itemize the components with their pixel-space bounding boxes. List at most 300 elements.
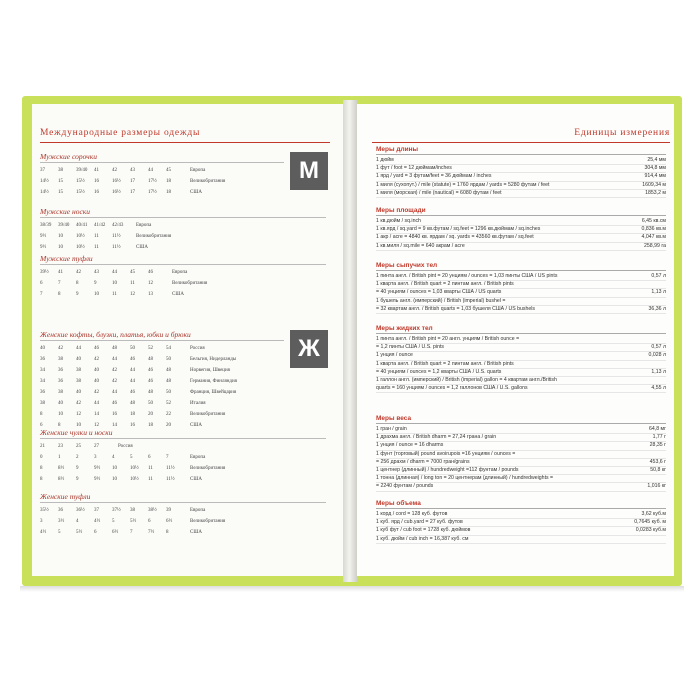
size-cell: 40 (40, 346, 45, 351)
left-page-title: Международные размеры одежды (40, 128, 201, 138)
badge-men-m: М (290, 152, 328, 190)
size-cell: 13 (148, 292, 153, 297)
size-cell: 45 (130, 270, 135, 275)
units-row-value: 258,99 га (644, 242, 666, 249)
size-cell: 10½ (76, 245, 85, 250)
units-row (376, 157, 666, 165)
size-cell: 40 (94, 379, 99, 384)
size-table-row (40, 379, 237, 384)
units-row (376, 475, 666, 483)
units-row-text: = 40 унциям / ounces = 1,03 кварты США / US quarts (376, 289, 502, 296)
units-section-heading: Меры веса (376, 415, 666, 424)
units-row-text: 1 пинта англ. / British pint = 20 англ. унциям / British ounce = (376, 336, 520, 342)
units-row-text: 1 ярд / yard = 3 футам/feet = 36 дюймам / inches (376, 173, 492, 180)
size-cell: 7½ (148, 530, 155, 535)
units-row-text: = 40 унциям / ounces = 1,2 кварты США / U.S. quarts (376, 368, 502, 375)
size-cell: 11 (94, 245, 99, 250)
units-section (376, 500, 666, 544)
units-row-value: 453,6 г (649, 458, 666, 465)
size-cell: 15 (58, 179, 63, 184)
units-row (376, 442, 666, 450)
size-cell: 44 (76, 346, 81, 351)
size-cell: 34 (40, 379, 45, 384)
size-cell: 22 (166, 412, 171, 417)
units-row (376, 173, 666, 181)
size-cell: 10 (112, 466, 117, 471)
size-region-label: Италия (190, 401, 206, 406)
units-row (376, 234, 666, 242)
units-row-value: 1853,2 м (645, 189, 666, 196)
size-cell: 4½ (94, 519, 101, 524)
size-cell: 36 (58, 379, 63, 384)
size-cell: 20 (148, 412, 153, 417)
units-row-text: 1 миля (морская) / mile (nautical) = 6080 футам / feet (376, 189, 502, 196)
size-cell: 35½ (40, 508, 49, 513)
size-cell: 37 (94, 508, 99, 513)
size-region-label: Великобритания (190, 179, 226, 184)
size-cell: 15 (58, 190, 63, 195)
size-region-label: Великобритания (190, 412, 226, 417)
size-table-row (40, 190, 202, 195)
size-region-label: Бельгия, Нидерланды (190, 357, 237, 362)
units-row-text: quarts = 160 унциям / ounces = 1,2 галлонов США / U.S. gallons (376, 385, 528, 392)
units-section (376, 146, 666, 198)
units-row (376, 377, 666, 385)
units-row-value: 64,8 мг (649, 426, 666, 432)
size-cell: 12 (130, 292, 135, 297)
size-region-label: Европа (190, 455, 206, 460)
units-section-heading: Меры площади (376, 207, 666, 216)
left-section-rule (40, 162, 284, 163)
size-cell: 39/40 (58, 223, 70, 228)
size-cell: 6 (40, 281, 43, 286)
size-cell: 46 (130, 357, 135, 362)
size-cell: 6½ (166, 519, 173, 524)
size-cell: 38/39 (40, 223, 52, 228)
size-cell: 21 (40, 444, 45, 449)
size-cell: 6 (148, 519, 151, 524)
size-cell: 46 (112, 401, 117, 406)
left-section-heading: Женские туфли (40, 492, 91, 501)
size-region-label: США (136, 245, 148, 250)
units-row (376, 218, 666, 226)
units-row (376, 426, 666, 434)
size-region-label: Европа (136, 223, 152, 228)
size-region-label: Великобритания (136, 234, 172, 239)
size-cell: 8 (166, 530, 169, 535)
size-cell: 27 (94, 444, 99, 449)
size-cell: 44 (112, 390, 117, 395)
size-cell: 0 (40, 455, 43, 460)
size-region-label: Норвегия, Швеция (190, 368, 230, 373)
size-cell: 9½ (94, 477, 101, 482)
size-table-row (40, 455, 205, 460)
size-cell: 5½ (130, 519, 137, 524)
units-row-text: 1 бушель англ. (имперский) / British (imperial) bushel = (376, 297, 506, 304)
size-cell: 8 (76, 281, 79, 286)
size-cell: 10 (76, 423, 81, 428)
units-row-value: 1,016 кг (647, 483, 666, 490)
size-cell: 38 (40, 401, 45, 406)
size-cell: 48 (166, 368, 171, 373)
size-cell: 18 (148, 423, 153, 428)
size-cell: 41/42 (94, 223, 106, 228)
units-row-text: 1 центнер (длинный) / hundredweight =112 фунтам / pounds (376, 467, 519, 474)
size-cell: 11 (112, 292, 117, 297)
size-cell: 16 (94, 190, 99, 195)
size-cell: 38 (130, 508, 135, 513)
units-row-text: 1 гран / grain (376, 426, 407, 432)
size-region-label: Европа (190, 168, 206, 173)
size-cell: 16½ (112, 190, 121, 195)
size-cell: 9 (94, 281, 97, 286)
size-table-row (40, 270, 187, 275)
size-cell: 14½ (40, 179, 49, 184)
units-row-value: 0,028 л (648, 352, 666, 359)
book-spine (343, 100, 357, 582)
size-cell: 9½ (94, 466, 101, 471)
units-row (376, 483, 666, 491)
size-cell: 50 (148, 401, 153, 406)
badge-women-zh: Ж (290, 330, 328, 368)
size-cell: 41 (94, 168, 99, 173)
units-row-text: 1 кв.дюйм / sq.inch (376, 218, 421, 224)
units-section (376, 325, 666, 393)
size-cell: 10½ (130, 466, 139, 471)
left-section-rule (40, 340, 284, 341)
units-row (376, 467, 666, 475)
size-table-row (40, 477, 202, 482)
size-region-label: Европа (190, 508, 206, 513)
size-cell: 6½ (112, 530, 119, 535)
size-cell: 4 (112, 455, 115, 460)
size-region-label: США (190, 190, 202, 195)
units-row (376, 511, 666, 519)
size-region-label: Великобритания (172, 281, 208, 286)
size-cell: 36 (58, 368, 63, 373)
units-row (376, 385, 666, 393)
units-row-value: 0,7645 куб. м (634, 519, 666, 526)
size-cell: 4½ (40, 530, 47, 535)
left-section-rule (40, 264, 326, 265)
size-cell: 11 (148, 477, 153, 482)
size-cell: 11 (94, 234, 99, 239)
left-title-rule (40, 142, 330, 143)
size-cell: 16 (112, 412, 117, 417)
size-region-label: Европа (172, 270, 188, 275)
size-cell: 48 (112, 346, 117, 351)
units-row-value: 36,36 л (648, 305, 666, 312)
size-region-label: Россия (190, 346, 205, 351)
size-cell: 42 (112, 168, 117, 173)
size-cell: 3 (94, 455, 97, 460)
size-cell: 40 (94, 368, 99, 373)
size-cell: 44 (94, 401, 99, 406)
size-cell: 46 (148, 270, 153, 275)
size-cell: 10 (58, 245, 63, 250)
units-row-text: 1 пинта англ. / British pint = 20 унциям / ounces = 1,03 пинты США / US pints (376, 273, 558, 279)
size-cell: 8 (40, 466, 43, 471)
size-cell: 8 (58, 423, 61, 428)
size-cell: 36½ (76, 508, 85, 513)
size-cell: 38 (76, 368, 81, 373)
units-row (376, 527, 666, 535)
size-cell: 44 (112, 357, 117, 362)
size-cell: 5½ (76, 530, 83, 535)
units-row-value: 3,62 куб.м (641, 511, 666, 517)
size-cell: 6 (94, 530, 97, 535)
size-cell: 7 (40, 292, 43, 297)
size-cell: 10 (112, 477, 117, 482)
units-row-value: 0,57 л (651, 344, 666, 351)
units-row-text: 1 кварта англ. / British quart = 2 пинтам англ. / British pints (376, 360, 514, 367)
size-cell: 16 (130, 423, 135, 428)
size-table-row (40, 179, 225, 184)
size-cell: 42 (112, 368, 117, 373)
size-cell: 9 (76, 292, 79, 297)
units-row (376, 352, 666, 360)
size-table-row (40, 466, 225, 471)
size-cell: 50 (166, 357, 171, 362)
size-region-label: Великобритания (190, 519, 226, 524)
size-cell: 8 (58, 292, 61, 297)
size-table-row (40, 368, 230, 373)
size-cell: 46 (148, 368, 153, 373)
size-table-row (40, 401, 206, 406)
units-row (376, 336, 666, 344)
units-row-value: 6,45 кв.см (641, 218, 666, 224)
size-cell: 14½ (40, 190, 49, 195)
size-cell: 15½ (76, 179, 85, 184)
size-table-row (40, 357, 236, 362)
units-row-text: 1 акр / acre = 4840 кв. ярдам / sq. yards = 43560 кв.футам / sq.feet (376, 234, 534, 241)
units-row (376, 434, 666, 442)
units-row-text: = 256 драхм / dharm = 7000 гран/grains (376, 458, 470, 465)
units-row (376, 182, 666, 190)
size-cell: 8½ (58, 466, 65, 471)
units-row-value: 25,4 мм (647, 157, 666, 163)
left-section-rule (40, 438, 326, 439)
size-cell: 9½ (40, 234, 47, 239)
units-row-value: 0,836 кв.м (641, 226, 666, 233)
size-cell: 44 (130, 368, 135, 373)
size-cell: 40 (76, 357, 81, 362)
size-cell: 4 (76, 519, 79, 524)
size-cell: 42 (112, 379, 117, 384)
units-row-text: 1 кв.ярд / sq.yard = 9 кв.футам / sq.feet = 1296 кв.дюймам / sq.inches (376, 226, 541, 233)
units-row (376, 226, 666, 234)
size-table-row (40, 346, 205, 351)
units-row-value: 1,13 л (651, 368, 666, 375)
units-row-text: 1 корд / cord = 128 куб. футов (376, 511, 448, 517)
units-row-text: 1 фут / foot = 12 дюймам/inches (376, 165, 452, 172)
size-cell: 11 (148, 466, 153, 471)
units-row (376, 459, 666, 467)
units-row-value: 4,55 л (651, 385, 666, 392)
units-row-text: 1 куб. дюйм / cub inch = 16,387 куб. см (376, 535, 469, 542)
units-row (376, 344, 666, 352)
size-cell: 38 (58, 390, 63, 395)
size-cell: 42 (76, 401, 81, 406)
size-cell: 16 (94, 179, 99, 184)
size-cell: 20 (166, 423, 171, 428)
size-cell: 25 (76, 444, 81, 449)
left-section-heading: Мужские сорочки (40, 152, 98, 161)
size-cell: 38 (58, 357, 63, 362)
size-cell: 8 (40, 477, 43, 482)
units-row-text: 1 кв.миля / sq.mile = 640 акрам / acre (376, 242, 465, 249)
size-cell: 10½ (76, 234, 85, 239)
size-cell: 46 (148, 379, 153, 384)
units-row-text: 1 кварта англ. / British quart = 2 пинтам англ. / British pints (376, 281, 514, 288)
size-cell: 14 (94, 412, 99, 417)
size-cell: 5 (58, 530, 61, 535)
size-cell: 43 (130, 168, 135, 173)
units-row (376, 536, 666, 544)
size-cell: 46 (130, 390, 135, 395)
size-cell: 11 (130, 281, 135, 286)
size-cell: 6 (148, 455, 151, 460)
units-row-value: 4,047 кв.м (641, 234, 666, 241)
size-cell: 8½ (58, 477, 65, 482)
units-row (376, 281, 666, 289)
units-section (376, 262, 666, 314)
units-row-text: 1 куб. ярд / cub.yard = 27 куб. футов (376, 519, 463, 526)
units-section (376, 207, 666, 251)
units-row (376, 273, 666, 281)
size-cell: 40 (76, 390, 81, 395)
left-section-heading: Женские чулки и носки (40, 428, 113, 437)
units-row (376, 369, 666, 377)
size-cell: 15½ (76, 190, 85, 195)
size-cell: 50 (166, 390, 171, 395)
units-section-heading: Меры длины (376, 146, 666, 155)
size-cell: 48 (130, 401, 135, 406)
size-cell: 38 (58, 168, 63, 173)
size-cell: 14 (112, 423, 117, 428)
units-row-value: 50,8 кг (650, 467, 666, 474)
size-region-label: Великобритания (190, 466, 226, 471)
size-cell: 9½ (40, 245, 47, 250)
size-region-label: США (190, 423, 202, 428)
size-cell: 12 (148, 281, 153, 286)
size-cell: 23 (58, 444, 63, 449)
size-cell: 52 (148, 346, 153, 351)
book-shadow (20, 586, 684, 592)
left-section-heading: Мужские туфли (40, 254, 93, 263)
size-table-row (40, 530, 202, 535)
size-cell: 16½ (112, 179, 121, 184)
units-row-value: 0,0283 куб.м (635, 527, 666, 534)
size-cell: 42 (94, 390, 99, 395)
units-row-text: = 1,2 пинты США / U.S. pints (376, 344, 445, 351)
size-cell: 17½ (148, 179, 157, 184)
size-cell: 36 (58, 508, 63, 513)
size-cell: 11½ (112, 234, 121, 239)
units-row-text: = 32 квартам англ. / British quarts = 1,03 бушеля США / US bushels (376, 305, 535, 312)
units-row (376, 243, 666, 251)
size-region-label: Россия (118, 444, 133, 449)
size-table-row (40, 412, 225, 417)
size-cell: 41 (58, 270, 63, 275)
units-row-text: 1 тонна (длинная) / long ton = 20 центнерам (длинный) / hundredweights = (376, 475, 554, 482)
units-row-value: 1,77 г (652, 434, 666, 441)
size-cell: 7 (58, 281, 61, 286)
units-row (376, 361, 666, 369)
units-row (376, 451, 666, 459)
units-row-text: 1 драхма англ. / British dharm = 27,24 грана / grain (376, 434, 497, 441)
size-cell: 11½ (166, 477, 175, 482)
units-row (376, 289, 666, 297)
size-cell: 5 (130, 455, 133, 460)
size-cell: 3½ (58, 519, 65, 524)
size-cell: 7 (166, 455, 169, 460)
size-region-label: Франция, Швейцария (190, 390, 237, 395)
size-cell: 9 (76, 477, 79, 482)
size-table-row (40, 281, 207, 286)
size-cell: 8 (40, 412, 43, 417)
size-cell: 42 (76, 270, 81, 275)
size-cell: 39/40 (76, 168, 88, 173)
units-row-text: 1 галлон англ. (имперский) / British (imperial) gallon = 4 квартам англ./British (376, 377, 557, 384)
size-region-label: Германия, Финляндия (190, 379, 237, 384)
size-cell: 17 (130, 179, 135, 184)
size-cell: 5 (112, 519, 115, 524)
units-row-value: 28,35 г (649, 442, 666, 449)
size-cell: 39 (166, 508, 171, 513)
size-cell: 18 (130, 412, 135, 417)
size-cell: 40/41 (76, 223, 88, 228)
size-cell: 40 (58, 401, 63, 406)
size-cell: 12 (76, 412, 81, 417)
size-cell: 42/43 (112, 223, 124, 228)
right-title-rule (372, 142, 670, 143)
units-row (376, 298, 666, 306)
size-cell: 50 (130, 346, 135, 351)
size-cell: 7 (130, 530, 133, 535)
size-cell: 2 (76, 455, 79, 460)
size-cell: 37 (40, 168, 45, 173)
size-cell: 43 (94, 270, 99, 275)
size-table-row (40, 444, 133, 449)
size-table-row (40, 245, 148, 250)
units-row-text: = 2240 фунтам / pounds (376, 483, 434, 490)
size-cell: 17½ (148, 190, 157, 195)
size-table-row (40, 508, 205, 513)
size-cell: 10½ (130, 477, 139, 482)
size-cell: 10 (58, 412, 63, 417)
size-cell: 9 (76, 466, 79, 471)
size-cell: 11½ (112, 245, 121, 250)
left-section-heading: Мужские носки (40, 207, 91, 216)
units-row-value: 1,13 л (651, 289, 666, 296)
size-cell: 48 (166, 379, 171, 384)
size-cell: 12 (94, 423, 99, 428)
units-row (376, 306, 666, 314)
size-cell: 6 (40, 423, 43, 428)
size-cell: 3 (40, 519, 43, 524)
units-row-value: 304,8 мм (644, 165, 666, 172)
size-table-row (40, 519, 225, 524)
units-row (376, 190, 666, 198)
left-section-rule (40, 502, 326, 503)
size-cell: 44 (130, 379, 135, 384)
units-row-text: 1 куб фут / cub foot = 1728 куб. дюймов (376, 527, 471, 534)
units-row-text: 1 унция / ounce (376, 352, 413, 359)
units-row-text: 1 дюйм (376, 157, 394, 163)
size-table-row (40, 223, 151, 228)
size-cell: 11½ (166, 466, 175, 471)
